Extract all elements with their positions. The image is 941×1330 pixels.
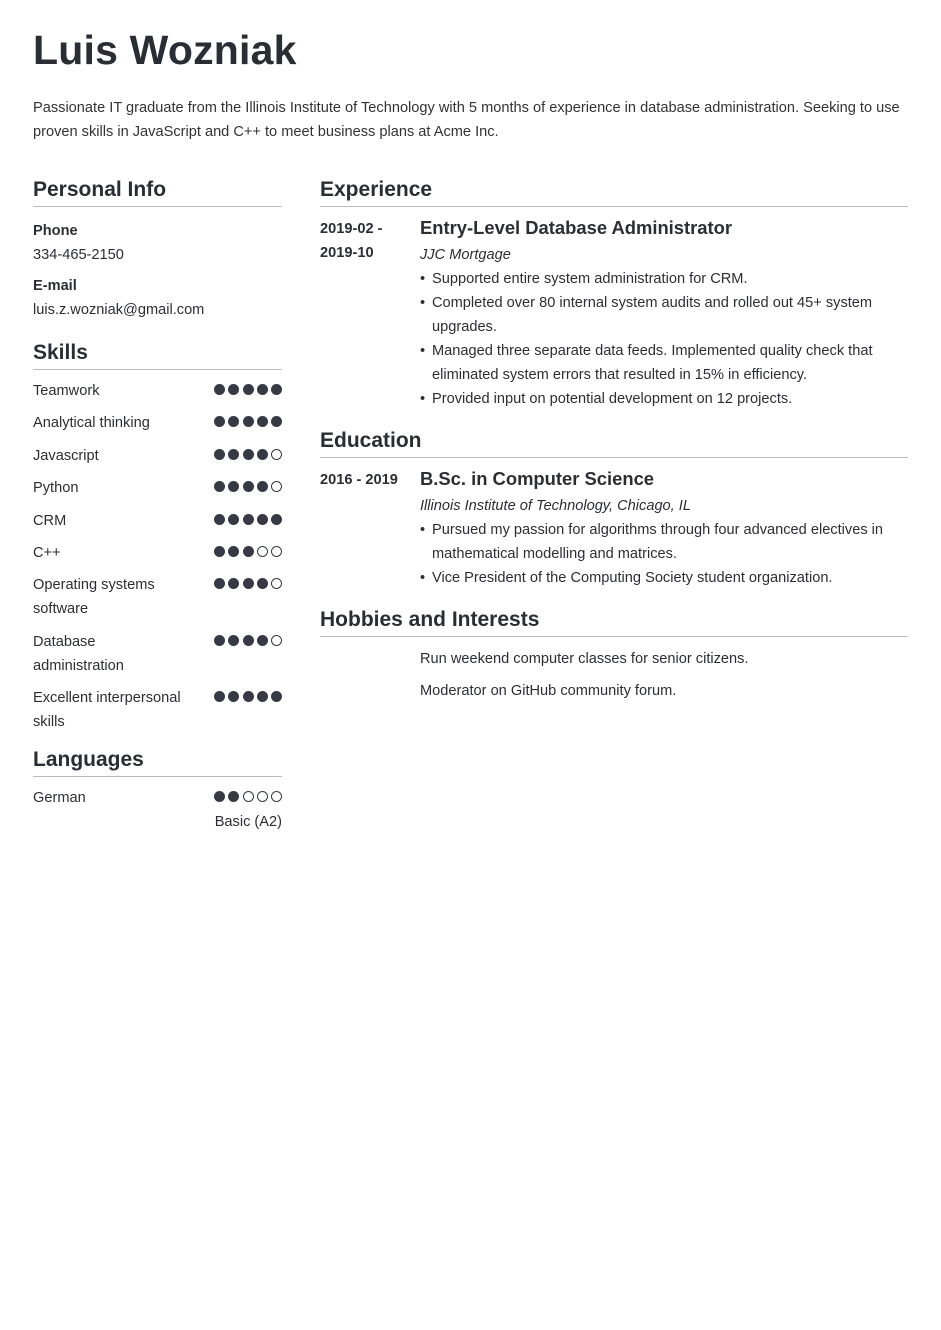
filled-dot-icon [228, 449, 239, 460]
filled-dot-icon [271, 416, 282, 427]
resume-name: Luis Wozniak [33, 27, 297, 73]
right-column [320, 176, 908, 711]
empty-dot-icon [243, 791, 254, 802]
skill-name: Operating systems software [33, 577, 155, 618]
section-title-languages: Languages [33, 746, 282, 777]
filled-dot-icon [257, 635, 268, 646]
bullet-item: • Provided input on potential development on 12 projects. [420, 387, 908, 411]
entry-title: Entry-Level Database Administrator [420, 217, 733, 238]
filled-dot-icon [228, 384, 239, 395]
skill-name: CRM [33, 512, 67, 529]
filled-dot-icon [257, 481, 268, 492]
section-title-personal-info: Personal Info [33, 176, 282, 207]
filled-dot-icon [228, 514, 239, 525]
filled-dot-icon [228, 481, 239, 492]
filled-dot-icon [257, 449, 268, 460]
email-value: luis.z.wozniak@gmail.com [33, 302, 205, 318]
filled-dot-icon [257, 578, 268, 589]
filled-dot-icon [243, 481, 254, 492]
empty-dot-icon [257, 791, 268, 802]
skill-name: Teamwork [33, 383, 100, 399]
rating-dots [214, 481, 282, 492]
filled-dot-icon [243, 635, 254, 646]
filled-dot-icon [243, 514, 254, 525]
rating-dots [214, 635, 282, 646]
skill-row [33, 411, 282, 435]
filled-dot-icon [243, 691, 254, 702]
empty-dot-icon [271, 578, 282, 589]
filled-dot-icon [214, 481, 225, 492]
skill-row [33, 686, 282, 734]
filled-dot-icon [257, 514, 268, 525]
hobby-item: Moderator on GitHub community forum. [420, 683, 677, 699]
filled-dot-icon [243, 449, 254, 460]
resume-summary: Passionate IT graduate from the Illinois Institute of Technology with 5 months of experience in database administration. Seeking to use proven skills in JavaScript and C++ to meet business plans at Acme Inc. [33, 100, 900, 140]
skills-section [33, 339, 282, 734]
skill-row [33, 379, 282, 403]
filled-dot-icon [243, 578, 254, 589]
entry-date: 2016 - 2019 [320, 472, 398, 488]
filled-dot-icon [228, 791, 239, 802]
left-column [33, 176, 282, 834]
hobbies-section [320, 606, 908, 703]
skill-row [33, 509, 282, 533]
filled-dot-icon [257, 384, 268, 395]
skills-list [33, 379, 282, 734]
section-title-education: Education [320, 427, 908, 458]
education-section [320, 427, 908, 590]
skill-row [33, 541, 282, 565]
hobbies-list [320, 647, 908, 703]
skill-name: Excellent interpersonal skills [33, 690, 181, 731]
phone-value: 334-465-2150 [33, 247, 124, 263]
filled-dot-icon [228, 635, 239, 646]
skill-name: Javascript [33, 447, 99, 464]
filled-dot-icon [228, 416, 239, 427]
filled-dot-icon [257, 416, 268, 427]
filled-dot-icon [243, 384, 254, 395]
phone-label: Phone [33, 223, 78, 239]
experience-section [320, 176, 908, 411]
experience-list [320, 217, 908, 411]
section-title-skills: Skills [33, 339, 282, 370]
bullet-item: • Vice President of the Computing Society student organization. [420, 566, 908, 590]
filled-dot-icon [228, 691, 239, 702]
email-label: E-mail [33, 278, 77, 294]
education-entry [320, 468, 908, 590]
skill-name: Database administration [33, 633, 124, 674]
skill-name: Analytical thinking [33, 415, 150, 432]
bullet-list [420, 267, 908, 411]
filled-dot-icon [271, 514, 282, 525]
rating-dots [214, 416, 282, 427]
rating-dots [214, 449, 282, 460]
empty-dot-icon [271, 546, 282, 557]
bullet-item: • Supported entire system administration for CRM. [420, 267, 908, 291]
languages-section [33, 746, 282, 833]
languages-list [33, 786, 282, 833]
filled-dot-icon [271, 384, 282, 395]
personal-info-section [33, 176, 282, 322]
empty-dot-icon [271, 481, 282, 492]
rating-dots [214, 791, 282, 802]
entry-body [420, 468, 908, 590]
filled-dot-icon [214, 514, 225, 525]
section-title-hobbies: Hobbies and Interests [320, 606, 908, 637]
rating-dots [214, 384, 282, 395]
rating-dots [214, 578, 282, 589]
filled-dot-icon [228, 546, 239, 557]
bullet-item: • Completed over 80 internal system audits and rolled out 45+ system upgrades. [420, 291, 908, 339]
filled-dot-icon [214, 791, 225, 802]
empty-dot-icon [271, 635, 282, 646]
rating-dots [214, 691, 282, 702]
filled-dot-icon [214, 546, 225, 557]
filled-dot-icon [228, 578, 239, 589]
filled-dot-icon [271, 691, 282, 702]
skill-name: Python [33, 480, 79, 497]
language-level: Basic (A2) [214, 813, 282, 830]
entry-organization: Illinois Institute of Technology, Chicago, IL [420, 498, 691, 514]
filled-dot-icon [243, 546, 254, 557]
filled-dot-icon [214, 416, 225, 427]
language-row [33, 786, 282, 810]
bullet-item: • Pursued my passion for algorithms through four advanced electives in mathematical modelling and matrices. [420, 518, 908, 566]
language-name: German [33, 790, 86, 807]
skill-row [33, 573, 282, 621]
hobby-item: Run weekend computer classes for senior citizens. [420, 651, 749, 667]
empty-dot-icon [271, 791, 282, 802]
empty-dot-icon [257, 546, 268, 557]
rating-dots [214, 514, 282, 525]
filled-dot-icon [243, 416, 254, 427]
filled-dot-icon [214, 635, 225, 646]
entry-organization: JJC Mortgage [420, 247, 511, 263]
entry-title: B.Sc. in Computer Science [420, 468, 655, 489]
rating-dots [214, 546, 282, 557]
education-list [320, 468, 908, 590]
filled-dot-icon [214, 384, 225, 395]
skill-name: C++ [33, 544, 61, 561]
experience-entry [320, 217, 908, 411]
entry-body [420, 217, 908, 411]
skill-row [33, 476, 282, 500]
filled-dot-icon [214, 578, 225, 589]
empty-dot-icon [271, 449, 282, 460]
bullet-list [420, 518, 908, 590]
entry-date: 2019-02 - 2019-10 [320, 221, 383, 261]
filled-dot-icon [257, 691, 268, 702]
skill-row [33, 630, 282, 678]
filled-dot-icon [214, 691, 225, 702]
filled-dot-icon [214, 449, 225, 460]
section-title-experience: Experience [320, 176, 908, 207]
skill-row [33, 444, 282, 468]
bullet-item: • Managed three separate data feeds. Implemented quality check that eliminated system errors that resulted in 15% in efficiency. [420, 339, 908, 387]
